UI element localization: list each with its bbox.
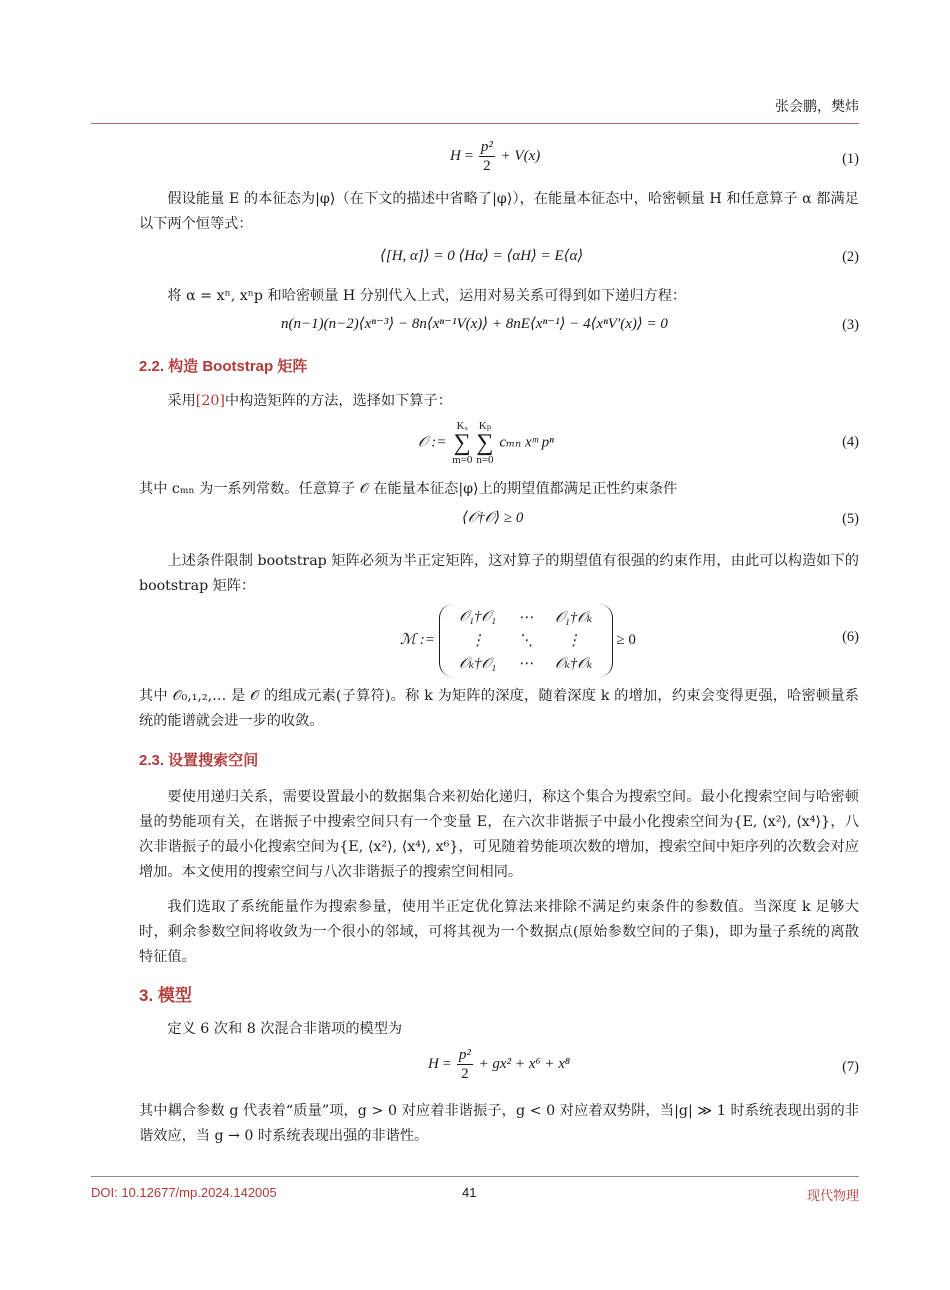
- matrix-cell: ⋯: [518, 656, 534, 672]
- footer-journal-name[interactable]: 现代物理: [806, 1188, 859, 1203]
- section-heading-2-2: 2.2. 构造 Bootstrap 矩阵: [139, 358, 308, 375]
- eq7-rhs: + gx² + x⁶ + x⁸: [478, 1055, 571, 1072]
- matrix-cell: 𝒪ₖ†𝒪₁: [459, 656, 497, 672]
- eq4-sum-m-lower: m=0: [452, 454, 473, 466]
- paragraph-matrix-depth: 其中 𝒪₀,₁,₂,… 是 𝒪 的组成元素(子算符)。称 k 为矩阵的深度，随着深度 k 的增加，约束会变得更强，哈密顿量系统的能谱就会进一步的收敛。: [139, 688, 859, 729]
- p3-post: 中构造矩阵的方法，选择如下算子：: [224, 393, 452, 409]
- equation-6: [400, 604, 636, 677]
- eq1-denominator: 2: [483, 158, 491, 174]
- eq4-body: cₘₙ xᵐ pⁿ: [499, 434, 554, 451]
- section-heading-2-3: 2.3. 设置搜索空间: [139, 752, 259, 769]
- p3-pre: 采用: [167, 393, 196, 409]
- paragraph-substitute: 将 α = xⁿ, xⁿp 和哈密顿量 H 分别代入上式，运用对易关系可得到如下递归方程：: [167, 288, 687, 304]
- eq7-numerator: p²: [458, 1047, 471, 1063]
- eq4-sum-n-upper: Kₚ: [478, 420, 492, 432]
- equation-5: ⟨𝒪†𝒪⟩ ≥ 0: [462, 510, 524, 526]
- paragraph-coupling: 其中耦合参数 g 代表着“质量”项，g > 0 对应着非谐振子，g < 0 对应着双势阱，当|g| ≫ 1 时系统表现出弱的非谐效应，当 g → 0 时系统表现出强的非谐性。: [139, 1103, 859, 1144]
- header-authors: 张会鹏，樊炜: [775, 99, 859, 115]
- eq7-denominator: 2: [461, 1066, 469, 1082]
- eq6-label: (6): [842, 629, 859, 645]
- eq1-label: (1): [842, 151, 859, 167]
- eq4-sum-m: [452, 420, 472, 466]
- sigma-icon: ∑: [476, 430, 494, 456]
- paragraph-semidefinite: 上述条件限制 bootstrap 矩阵必须为半正定矩阵，这对算子的期望值有很强的约束作用，由此可以构造如下的 bootstrap 矩阵：: [139, 553, 859, 594]
- eq1-lhs: H: [450, 147, 461, 164]
- matrix-cell: ⋱: [518, 633, 534, 649]
- eq5-label: (5): [842, 511, 859, 527]
- matrix-cell: ⋮: [566, 633, 582, 649]
- equation-3: n(n−1)(n−2)⟨xⁿ⁻³⟩ − 8n⟨xⁿ⁻¹V(x)⟩ + 8nE⟨xⁿ⁻¹⟩ − 4⟨xⁿV′(x)⟩ = 0: [281, 316, 668, 332]
- matrix-cell: 𝒪₁†𝒪ₖ: [555, 610, 593, 626]
- paragraph-model-def: 定义 6 次和 8 次混合非谐项的模型为: [167, 1021, 403, 1037]
- paragraph-search-space: 要使用递归关系，需要设置最小的数据集合来初始化递归，称这个集合为搜索空间。最小化搜索空间与哈密顿量的势能项有关，在谐振子中搜索空间只有一个变量 E，在六次非谐振子中最小化搜索空间为{E, ⟨x²⟩, ⟨x⁴⟩}，八次非谐振子的最小化搜索空间为{E, ⟨x²⟩, ⟨x⁴⟩, x⁶}，可见随着势能项次数的增加，搜索空间中矩序列的次数会对应增加。本文使用的搜索空间与八次非谐振子的搜索空间相同。: [139, 789, 859, 880]
- eq7-label: (7): [842, 1059, 859, 1075]
- section-heading-3: 3. 模型: [139, 986, 192, 1005]
- matrix-cell: 𝒪₁†𝒪₁: [459, 609, 497, 625]
- paragraph-search-parameter: 我们选取了系统能量作为搜索参量，使用半正定优化算法来排除不满足约束条件的参数值。当深度 k 足够大时，剩余参数空间将收敛为一个很小的邻域，可将其视为一个数据点(原始参数空间的子集)，即为量子系统的离散特征值。: [139, 899, 859, 965]
- eq6-lhs: ℳ :=: [400, 631, 435, 648]
- eq7-fraction: [457, 1046, 473, 1083]
- sigma-icon: ∑: [453, 430, 471, 456]
- eq4-sum-n: [476, 420, 493, 466]
- bootstrap-matrix: [439, 604, 613, 677]
- footer-divider: [91, 1176, 859, 1177]
- matrix-cell: ⋯: [518, 610, 534, 626]
- eq1-fraction: [479, 138, 495, 175]
- eq1-numerator: p²: [480, 139, 493, 155]
- paragraph-eigenstate: 假设能量 E 的本征态为|φ⟩（在下文的描述中省略了|φ⟩），在能量本征态中，哈密顿量 H 和任意算子 α 都满足以下两个恒等式：: [139, 191, 859, 232]
- eq2-label: (2): [842, 249, 859, 265]
- eq4-lhs: 𝒪 :=: [418, 434, 447, 451]
- header-divider: [91, 123, 859, 124]
- equation-4: [418, 420, 554, 466]
- matrix-cell: 𝒪ₖ†𝒪ₖ: [555, 656, 593, 672]
- paragraph-positivity: 其中 cₘₙ 为一系列常数。任意算子 𝒪 在能量本征态|φ⟩上的期望值都满足正性约束条件: [139, 481, 678, 497]
- eq7-lhs: H: [428, 1055, 439, 1072]
- equation-1: H = $\frac{\text{p²}}{2}$ + V(x): [450, 139, 541, 174]
- eq4-sum-n-lower: n=0: [476, 454, 494, 466]
- eq4-label: (4): [842, 434, 859, 450]
- matrix-cell: ⋮: [470, 633, 486, 649]
- paragraph-operator-choice: [139, 389, 859, 414]
- equation-7: H = $\frac{\text{p²}}{2}$ + gx² + x⁶ + x⁸: [428, 1047, 571, 1082]
- eq6-rhs: ≥ 0: [616, 631, 636, 648]
- eq3-label: (3): [842, 317, 859, 333]
- footer-page-number: 41: [462, 1185, 477, 1200]
- eq1-rhs: + V(x): [500, 147, 541, 164]
- equation-2: ⟨[H, α]⟩ = 0 ⟨Hα⟩ = ⟨αH⟩ = E⟨α⟩: [380, 248, 584, 264]
- reference-link-20[interactable]: [20]: [195, 393, 225, 409]
- footer-doi[interactable]: DOI: 10.12677/mp.2024.142005: [91, 1185, 277, 1200]
- eq4-sum-m-upper: Kₓ: [456, 420, 468, 432]
